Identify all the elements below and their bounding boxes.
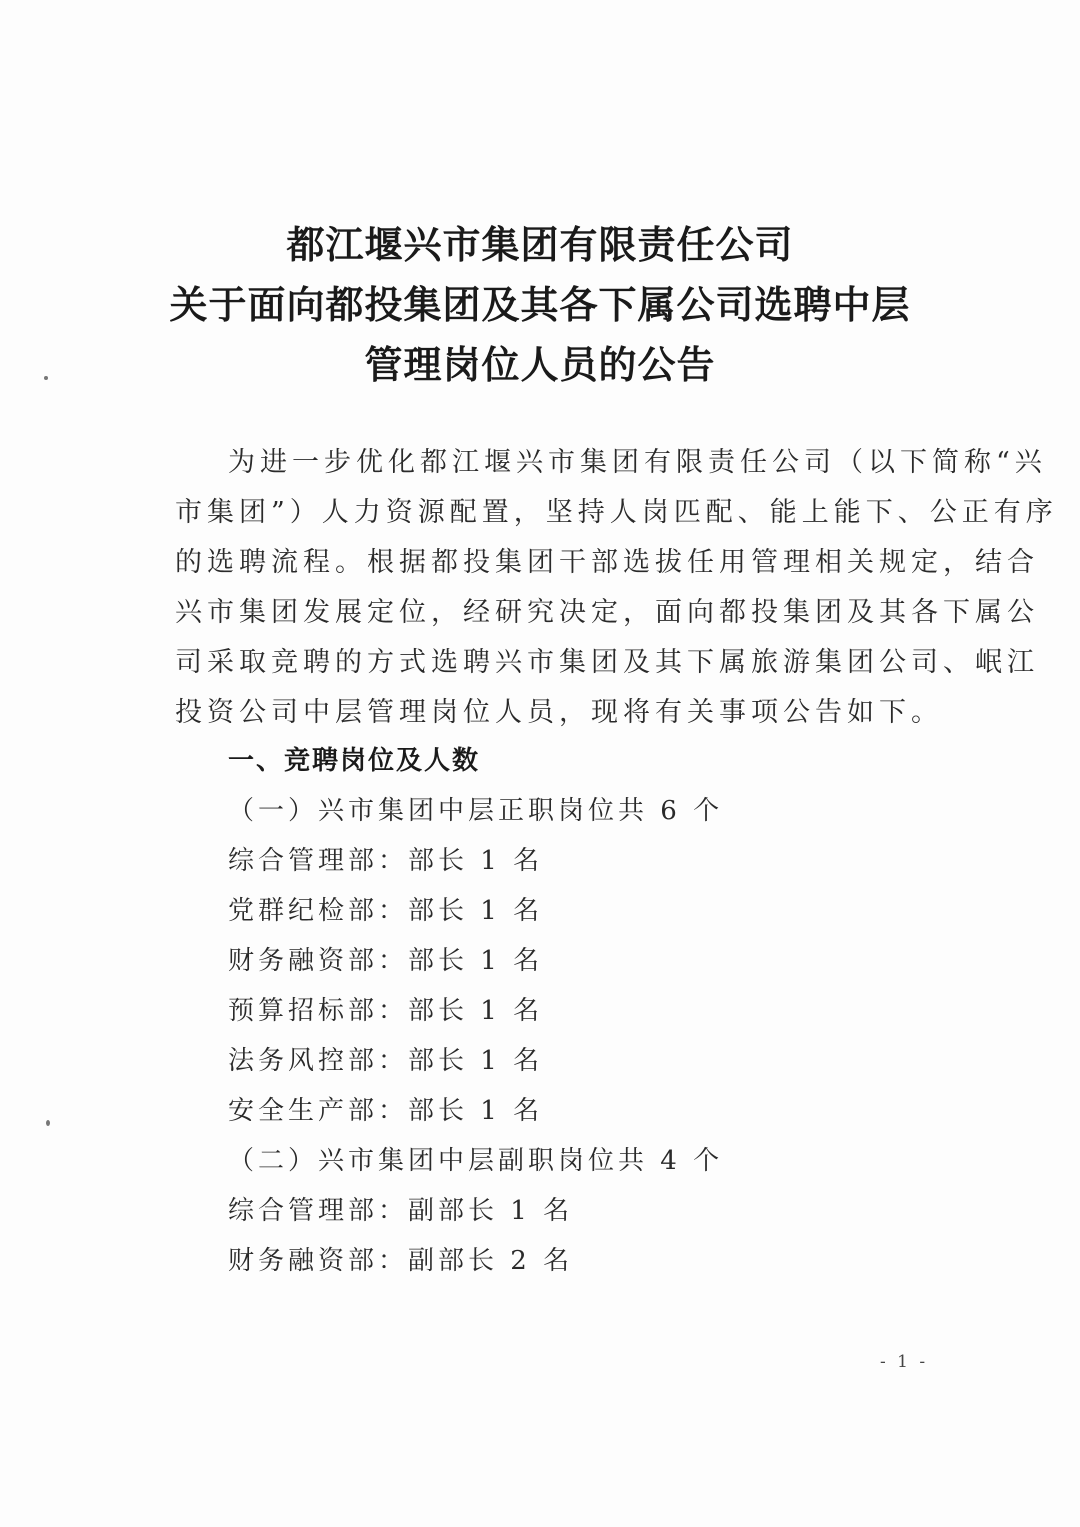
position-item: 财务融资部：部长 1 名 xyxy=(228,946,544,976)
scan-dot xyxy=(46,1120,50,1126)
page-number: - 1 - xyxy=(880,1352,929,1372)
position-item: 法务风控部：部长 1 名 xyxy=(228,1046,544,1076)
group-title-2: （二）兴市集团中层副职岗位共 4 个 xyxy=(228,1146,724,1176)
intro-line-3: 的选聘流程。根据都投集团干部选拔任用管理相关规定，结合 xyxy=(175,547,1039,578)
position-item: 预算招标部：部长 1 名 xyxy=(228,996,544,1026)
title-line-2: 关于面向都投集团及其各下属公司选聘中层 xyxy=(169,283,911,327)
position-item: 综合管理部：部长 1 名 xyxy=(228,846,544,876)
position-item: 党群纪检部：部长 1 名 xyxy=(228,896,544,926)
position-item: 安全生产部：部长 1 名 xyxy=(228,1096,544,1126)
intro-line-4: 兴市集团发展定位，经研究决定，面向都投集团及其各下属公 xyxy=(175,597,1039,628)
title-line-3: 管理岗位人员的公告 xyxy=(364,343,716,387)
title-line-1: 都江堰兴市集团有限责任公司 xyxy=(286,223,794,267)
intro-line-5: 司采取竞聘的方式选聘兴市集团及其下属旅游集团公司、岷江 xyxy=(175,647,1039,678)
section-heading: 一、竞聘岗位及人数 xyxy=(228,746,481,776)
intro-line-1: 为进一步优化都江堰兴市集团有限责任公司（以下简称“兴 xyxy=(228,447,1047,478)
intro-line-6: 投资公司中层管理岗位人员，现将有关事项公告如下。 xyxy=(175,697,943,728)
position-item: 财务融资部：副部长 2 名 xyxy=(228,1246,574,1276)
group-title-1: （一）兴市集团中层正职岗位共 6 个 xyxy=(228,796,724,826)
intro-line-2: 市集团”）人力资源配置，坚持人岗匹配、能上能下、公正有序 xyxy=(175,497,1058,528)
position-item: 综合管理部：副部长 1 名 xyxy=(228,1196,574,1226)
